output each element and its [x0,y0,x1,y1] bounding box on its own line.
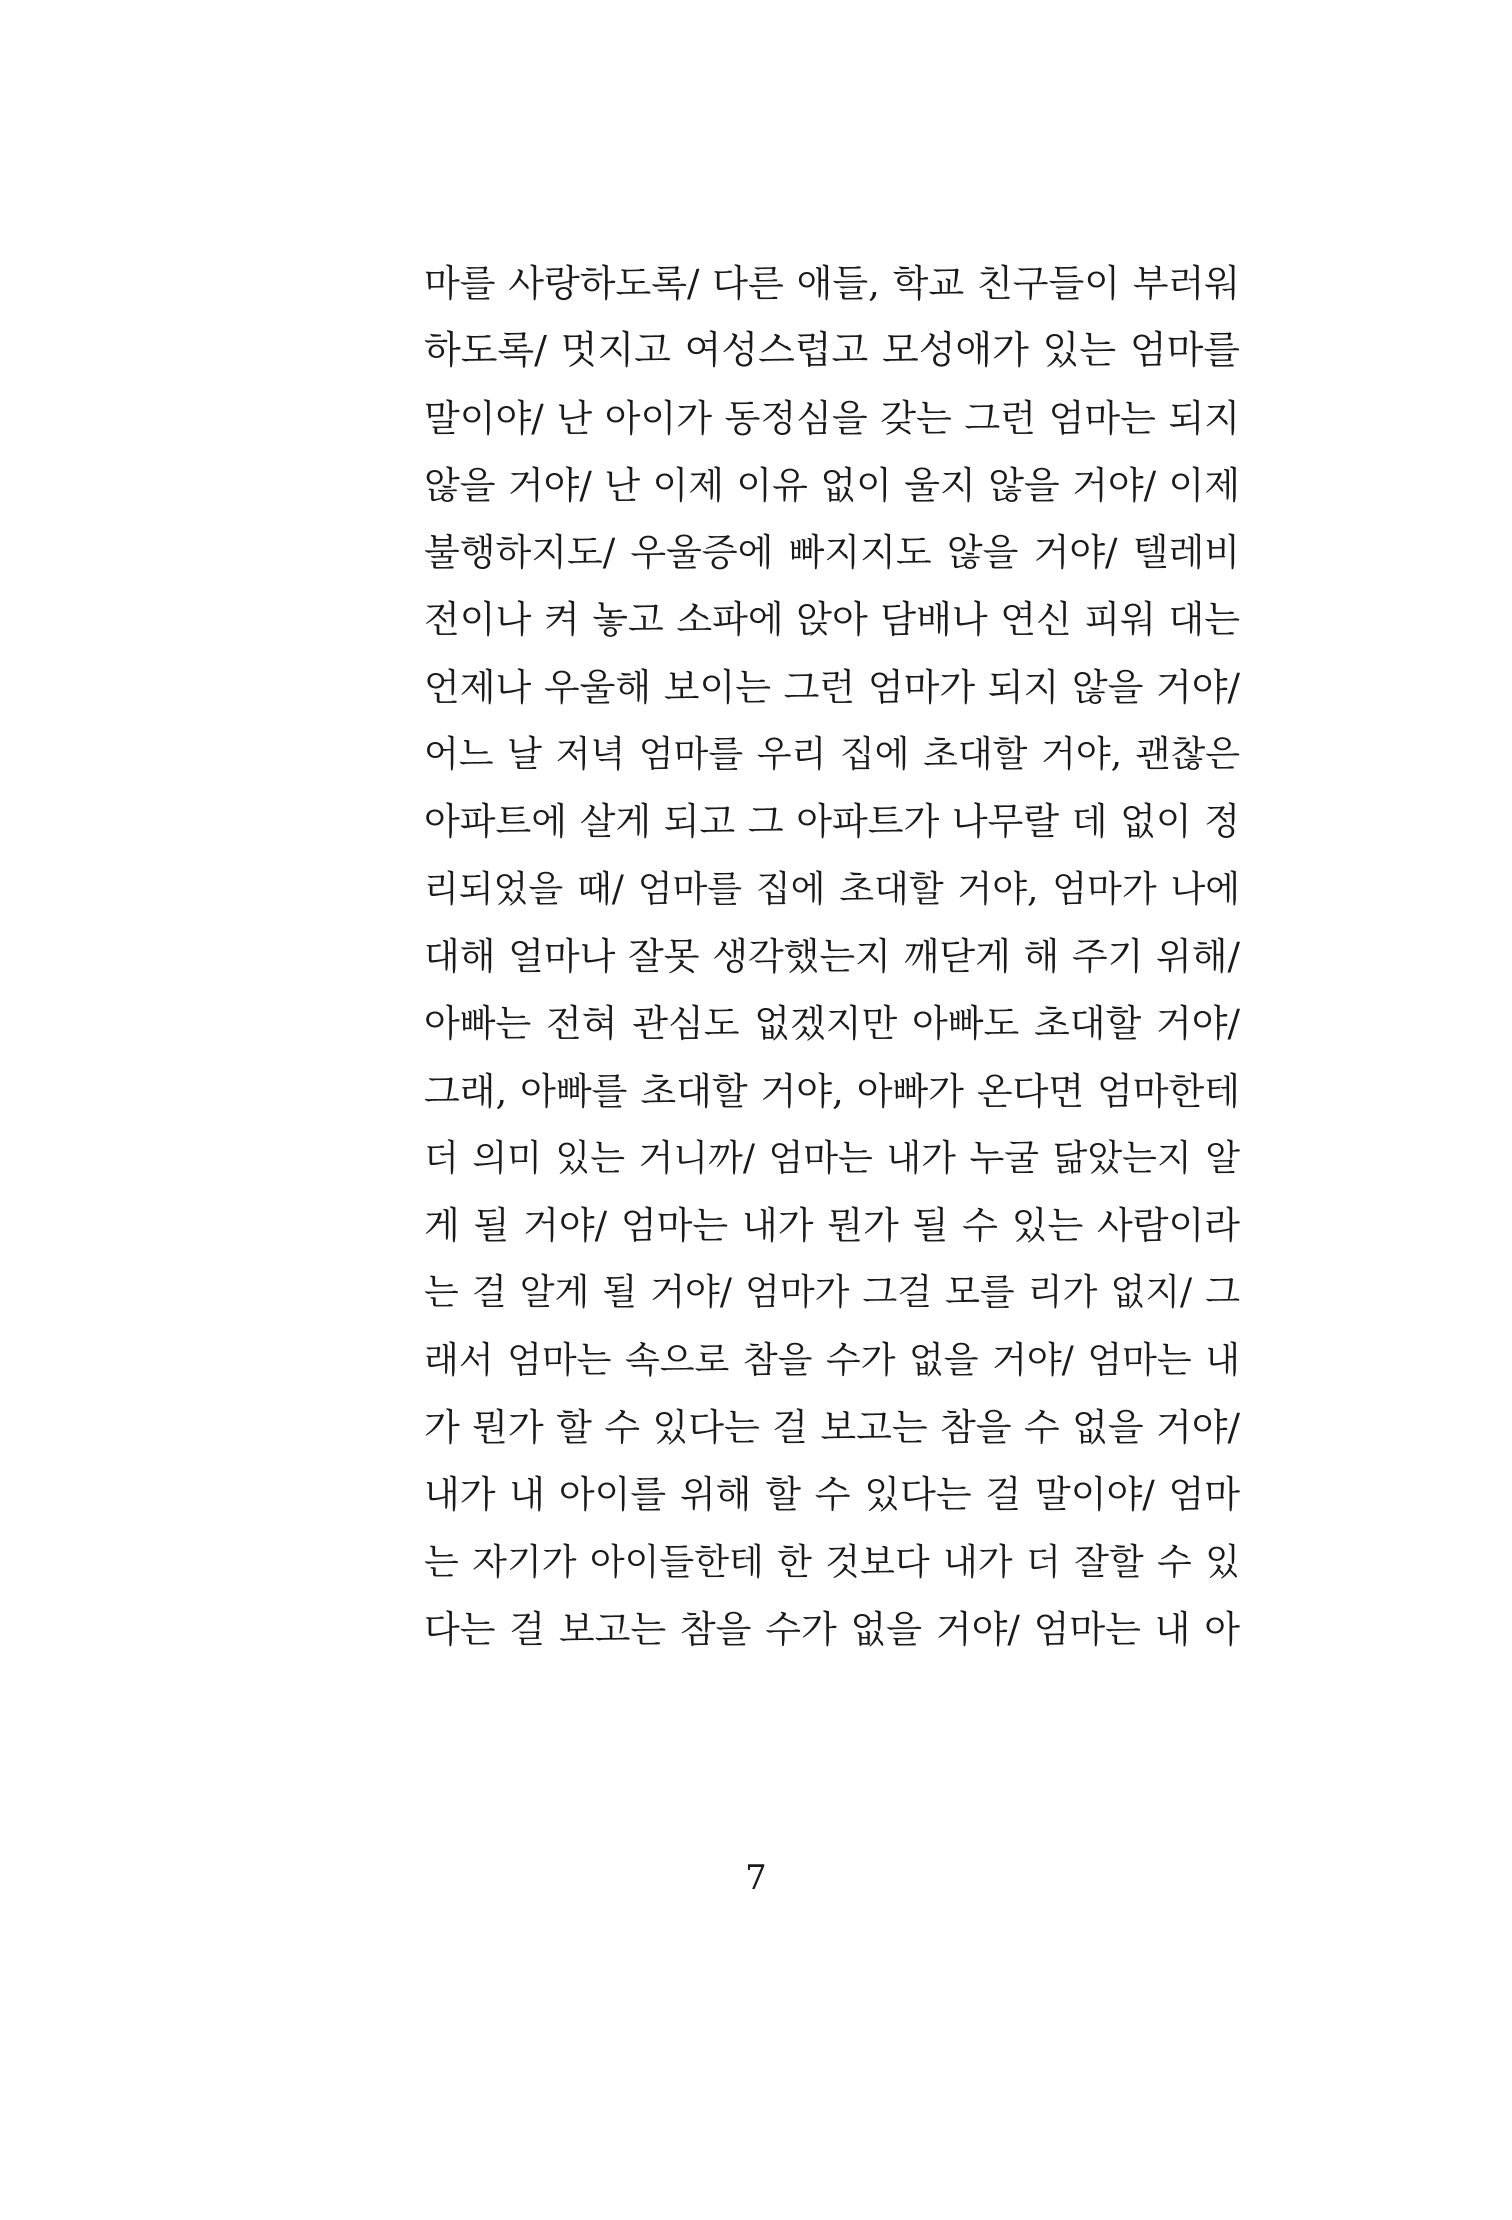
text-line: 어느 날 저녁 엄마를 우리 집에 초대할 거야, 괜찮은 [424,734,1240,776]
text-line: 래서 엄마는 속으로 참을 수가 없을 거야/ 엄마는 내 [424,1339,1240,1381]
text-line: 다는 걸 보고는 참을 수가 없을 거야/ 엄마는 내 아 [424,1607,1240,1651]
text-line: 대해 얼마나 잘못 생각했는지 깨닫게 해 주기 위해/ [424,934,1240,978]
text-line: 는 걸 알게 될 거야/ 엄마가 그걸 모를 리가 없지/ 그 [424,1272,1240,1314]
page-number: 7 [745,1858,767,1898]
text-line: 언제나 우울해 보이는 그런 엄마가 되지 않을 거야/ [424,665,1240,709]
text-line: 게 될 거야/ 엄마는 내가 뭔가 될 수 있는 사람이라 [424,1204,1240,1248]
text-line: 내가 내 아이를 위해 할 수 있다는 걸 말이야/ 엄마 [424,1473,1240,1517]
text-line: 그래, 아빠를 초대할 거야, 아빠가 온다면 엄마한테 [424,1069,1240,1113]
text-line: 더 의미 있는 거니까/ 엄마는 내가 누굴 닮았는지 알 [424,1137,1240,1179]
body-text [424,250,1240,1663]
text-line: 는 자기가 아이들한테 한 것보다 내가 더 잘할 수 있 [424,1541,1240,1583]
text-line: 않을 거야/ 난 이제 이유 없이 울지 않을 거야/ 이제 [424,463,1240,507]
text-line: 아파트에 살게 되고 그 아파트가 나무랄 데 없이 정 [424,800,1240,844]
text-line: 전이나 켜 놓고 소파에 앉아 담배나 연신 피워 대는 [424,598,1240,642]
text-line: 리되었을 때/ 엄마를 집에 초대할 거야, 엄마가 나에 [424,868,1240,910]
text-line: 가 뭔가 할 수 있다는 걸 보고는 참을 수 없을 거야/ [424,1406,1240,1450]
text-line: 불행하지도/ 우울증에 빠지지도 않을 거야/ 텔레비 [424,531,1240,575]
text-line: 마를 사랑하도록/ 다른 애들, 학교 친구들이 부러워 [424,262,1240,305]
text-line: 아빠는 전혀 관심도 없겠지만 아빠도 초대할 거야/ [424,1002,1240,1046]
text-line: 하도록/ 멋지고 여성스럽고 모성애가 있는 엄마를 [424,328,1240,373]
text-line: 말이야/ 난 아이가 동정심을 갖는 그런 엄마는 되지 [424,396,1240,440]
